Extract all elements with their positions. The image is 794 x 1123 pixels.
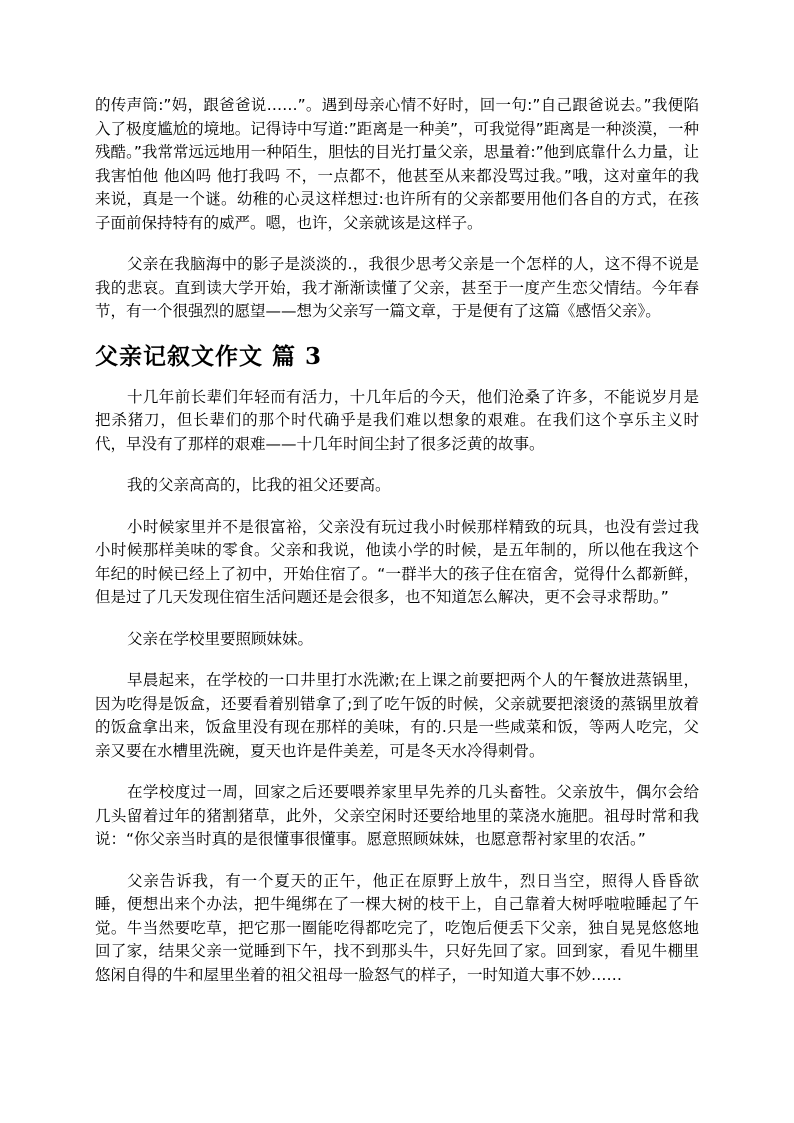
paragraph: 父亲告诉我，有一个夏天的正午，他正在原野上放牛，烈日当空，照得人昏昏欲睡，便想出来个办法，把牛绳绑在了一棵大树的枝干上，自己靠着大树呼啦啦睡起了午觉。牛当然要吃草，把它那一圈能吃得都吃完了，吃饱后便丢下父亲，独自晃晃悠悠地回了家，结果父亲一觉睡到下午，找不到那头牛，只好先回了家。回到家，看见牛棚里悠闲自得的牛和屋里坐着的祖父祖母一脸怒气的样子，一时知道大事不妙……: [95, 871, 699, 984]
paragraph-continued: 的传声筒:”妈，跟爸爸说……”。遇到母亲心情不好时，回一句:”自己跟爸说去。”我便陷入了极度尴尬的境地。记得诗中写道:”距离是一种美”，可我觉得”距离是一种淡漠，一种残酷。”我常常远远地用一种陌生，胆怯的目光打量父亲，思量着:”他到底靠什么力量，让我害怕他 他凶吗 他打我吗 不，一点都不，他甚至从来都没骂过我。”哦，这对童年的我来说，真是一个谜。幼稚的心灵这样想过:也许所有的父亲都要用他们各自的方式，在孩子面前保持特有的威严。嗯，也许，父亲就该是这样子。: [95, 96, 699, 232]
section-heading: 父亲记叙文作文 篇 3: [95, 342, 323, 370]
document-page: [95, 94, 699, 1005]
paragraph: 我的父亲高高的，比我的祖父还要高。: [127, 476, 391, 494]
paragraph: 小时候家里并不是很富裕，父亲没有玩过我小时候那样精致的玩具，也没有尝过我小时候那样美味的零食。父亲和我说，他读小学的时候，是五年制的，所以他在我这个年纪的时候已经上了初中，开始住宿了。“一群半大的孩子住在宿舍，觉得什么都新鲜，但是过了几天发现住宿生活问题还是会很多，也不知道怎么解决，更不会寻求帮助。”: [95, 517, 699, 606]
paragraph: 父亲在我脑海中的影子是淡淡的.，我很少思考父亲是一个怎样的人，这不得不说是我的悲哀。直到读大学开始，我才渐渐读懂了父亲，甚至于一度产生恋父情结。今年春节，有一个很强烈的愿望——想为父亲写一篇文章，于是便有了这篇《感悟父亲》。: [95, 255, 699, 320]
paragraph: 父亲在学校里要照顾妹妹。: [127, 629, 314, 648]
paragraph: 早晨起来，在学校的一口井里打水洗漱;在上课之前要把两个人的午餐放进蒸锅里，因为吃得是饭盒，还要看着别错拿了;到了吃午饭的时候，父亲就要把滚烫的蒸锅里放着的饭盒拿出来，饭盒里没有现在那样的美味，有的.只是一些咸菜和饭，等两人吃完，父亲又要在水槽里洗碗，夏天也许是件美差，可是冬天水冷得刺骨。: [95, 671, 699, 760]
paragraph: 十几年前长辈们年轻而有活力，十几年后的今天，他们沧桑了许多，不能说岁月是把杀猪刀，但长辈们的那个时代确乎是我们难以想象的艰难。在我们这个享乐主义时代，早没有了那样的艰难——十几年时间尘封了很多泛黄的故事。: [95, 387, 699, 453]
paragraph: 在学校度过一周，回家之后还要喂养家里早先养的几头畜牲。父亲放牛，偶尔会给几头留着过年的猪割猪草，此外，父亲空闲时还要给地里的菜浇水施肥。祖母时常和我说：“你父亲当时真的是很懂事很懂事。愿意照顾妹妹，也愿意帮衬家里的农活。”: [95, 783, 699, 848]
